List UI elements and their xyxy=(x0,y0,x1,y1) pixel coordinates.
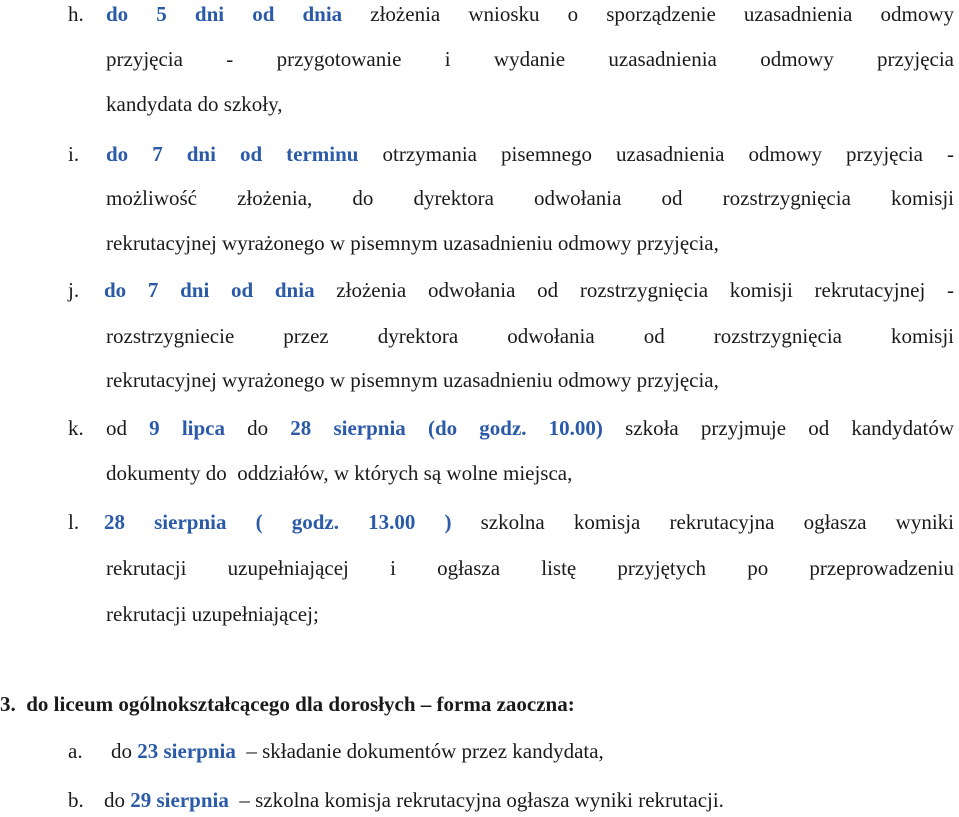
text-span: złożenia odwołania od rozstrzygnięcia komisji rekrutacyjnej - xyxy=(314,278,954,302)
text-line xyxy=(111,737,604,765)
list-marker: a. xyxy=(68,739,83,763)
text-span: kandydata do szkoły, xyxy=(106,92,283,116)
list-marker: b. xyxy=(68,788,84,812)
section-heading xyxy=(0,690,575,718)
text-span: możliwość złożenia, do dyrektora odwołania od rozstrzygnięcia komisji xyxy=(106,186,954,210)
section-number: 3. xyxy=(0,692,16,716)
text-line xyxy=(106,414,954,442)
highlight-text: 29 sierpnia xyxy=(130,788,229,812)
highlight-text: do 5 dni od dnia xyxy=(106,2,343,26)
text-line xyxy=(104,786,724,814)
text-span: do xyxy=(224,416,291,440)
text-line xyxy=(106,366,719,394)
text-span: do xyxy=(111,739,138,763)
text-line xyxy=(106,600,319,628)
text-line xyxy=(104,508,954,536)
text-line xyxy=(104,276,954,304)
text-line xyxy=(106,322,954,350)
text-span: – składanie dokumentów przez kandydata, xyxy=(235,739,604,763)
text-line xyxy=(106,184,954,212)
highlight-text: do 7 dni od dnia xyxy=(104,278,315,302)
text-span: rekrutacji uzupełniającej i ogłasza listę przyjętych po przeprowadzeniu xyxy=(106,556,954,580)
text-line xyxy=(106,45,954,73)
text-line xyxy=(106,229,719,257)
highlight-text: 28 sierpnia ( godz. 13.00 ) xyxy=(104,510,452,534)
text-span: przyjęcia - przygotowanie i wydanie uzasadnienia odmowy przyjęcia xyxy=(106,47,954,71)
text-line xyxy=(106,459,572,487)
text-line xyxy=(106,554,954,582)
text-span: dokumenty do oddziałów, w których są wolne miejsca, xyxy=(106,461,573,485)
list-marker: j. xyxy=(68,278,80,302)
list-marker: l. xyxy=(68,510,80,534)
text-span: szkolna komisja rekrutacyjna ogłasza wyniki xyxy=(451,510,954,534)
text-span: od xyxy=(106,416,150,440)
list-marker: i. xyxy=(68,142,80,166)
highlight-text: 28 sierpnia (do godz. 10.00) xyxy=(290,416,603,440)
text-span: rekrutacyjnej wyrażonego w pisemnym uzasadnieniu odmowy przyjęcia, xyxy=(106,368,719,392)
text-span: rekrutacyjnej wyrażonego w pisemnym uzasadnieniu odmowy przyjęcia, xyxy=(106,231,719,255)
text-span: złożenia wniosku o sporządzenie uzasadnienia odmowy xyxy=(342,2,954,26)
text-span: otrzymania pisemnego uzasadnienia odmowy przyjęcia - xyxy=(358,142,954,166)
text-span: – szkolna komisja rekrutacyjna ogłasza wyniki rekrutacji. xyxy=(228,788,724,812)
text-line xyxy=(106,140,954,168)
text-span: szkoła przyjmuje od kandydatów xyxy=(602,416,954,440)
text-span: rekrutacji uzupełniającej; xyxy=(106,602,319,626)
text-line xyxy=(106,0,954,28)
section-title: do liceum ogólnokształcącego dla dorosłych – forma zaoczna: xyxy=(26,692,575,716)
highlight-text: 23 sierpnia xyxy=(137,739,236,763)
highlight-text: 9 lipca xyxy=(149,416,225,440)
list-marker: k. xyxy=(68,416,84,440)
text-span: rozstrzygniecie przez dyrektora odwołania od rozstrzygnięcia komisji xyxy=(106,324,954,348)
list-marker: h. xyxy=(68,2,84,26)
text-line xyxy=(106,90,283,118)
text-span: do xyxy=(104,788,131,812)
highlight-text: do 7 dni od terminu xyxy=(106,142,359,166)
